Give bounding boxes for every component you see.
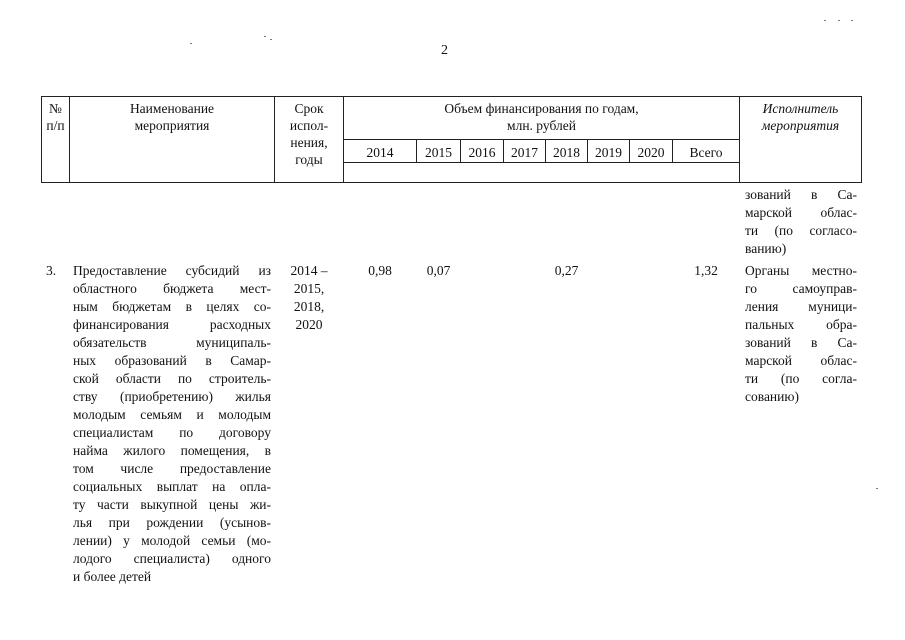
year-2019: 2019	[595, 145, 622, 160]
row-number: 3.	[46, 263, 57, 278]
year-2017: 2017	[511, 145, 538, 160]
header-term: Срок испол- нения, годы	[289, 101, 329, 167]
header-funding: Объем финансирования по годам, млн. рублей	[444, 101, 639, 133]
row-term: 2014 – 2015, 2018, 2020	[290, 263, 328, 332]
header-name: Наименование мероприятия	[129, 101, 215, 133]
value-total: 1,32	[694, 263, 718, 278]
year-2015: 2015	[425, 145, 452, 160]
value-2015: 0,07	[426, 263, 451, 278]
row-name: Предоставление субсидий из областного бюджета мест- ным бюджетам в целях со- финансирования расходных обязательств муниципаль- ных образований в Самар- ской области по строитель- ству (приобретению) жилья молодым семьям и молодым специалистам по договору найма жилого помещения, в том числе предоставление социальных выплат на опла- ту части выкупной цены жи- лья при рождении (усынов- лении) у молодой семьи (мо- лодого специалиста) одного и более детей	[73, 263, 271, 584]
header-num: № п/п	[46, 101, 65, 133]
year-total: Всего	[689, 145, 723, 160]
value-2018: 0,27	[554, 263, 579, 278]
year-2018: 2018	[553, 145, 580, 160]
header-executor: Исполнитель мероприятия	[761, 101, 840, 133]
continuation-executor: зований в Са- марской облас- ти (по согласо- ванию)	[745, 187, 857, 256]
year-2020: 2020	[637, 145, 665, 160]
page-number: 2	[441, 43, 448, 58]
value-2014: 0,98	[368, 263, 392, 278]
row-executor: Органы местно- го самоуправ- ления муници- пальных обра- зований в Са- марской облас- ти (по согла- сованию)	[745, 263, 857, 404]
year-2016: 2016	[468, 145, 496, 160]
year-2014: 2014	[366, 145, 394, 160]
